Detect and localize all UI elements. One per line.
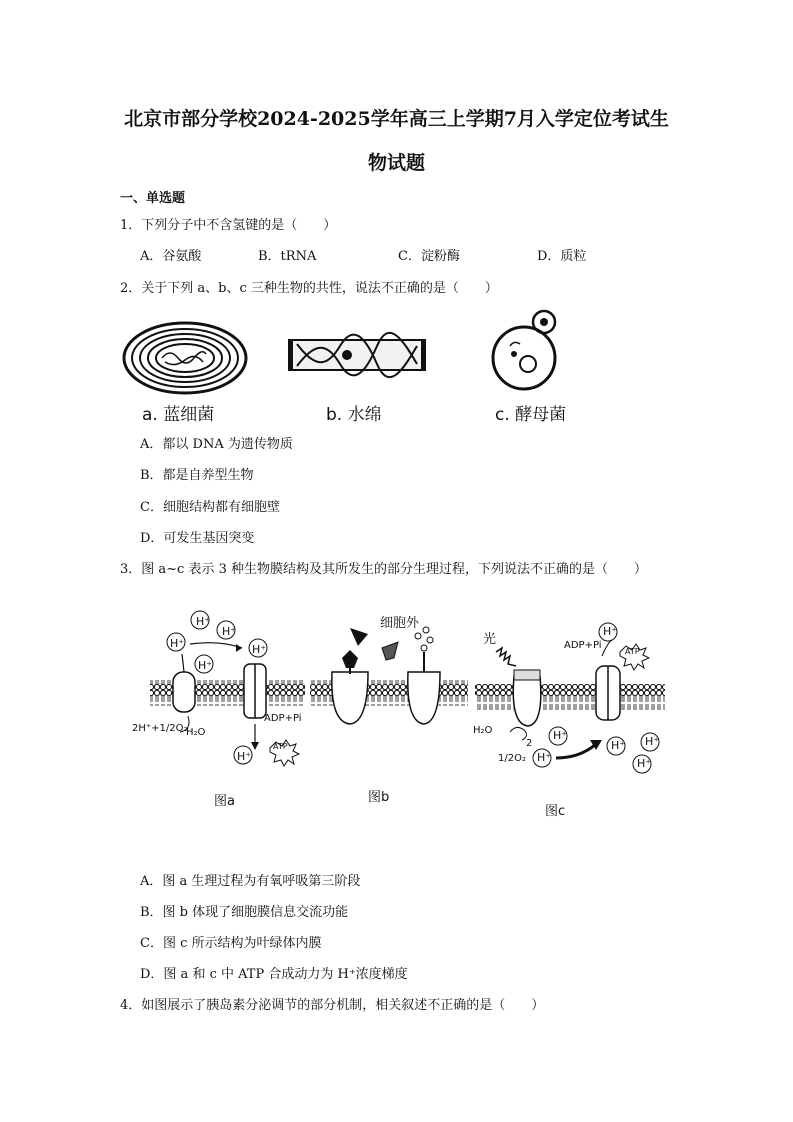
cyanobacteria-image	[120, 320, 250, 400]
fig-c-label-oxygen: 1/2O₂	[498, 753, 526, 764]
caption-c: c. 酵母菌	[495, 405, 567, 425]
page-title-line2: 物试题	[367, 152, 425, 174]
fig-c-light: 光	[483, 632, 497, 647]
fig-b-cell-outside: 细胞外	[380, 616, 420, 631]
fig-a-ion-3: H⁺	[170, 637, 185, 650]
fig-c-ion-6: H⁺	[637, 757, 652, 770]
q2-option-b: B．都是自养型生物	[140, 468, 254, 483]
fig-c-label-two: 2	[526, 738, 533, 749]
fig-c-ion-2: H⁺	[553, 729, 568, 742]
fig-a-ion-5: H⁺	[198, 659, 213, 672]
fig-a-label-atp: ATP	[273, 742, 288, 751]
question-4-stem: 4．如图展示了胰岛素分泌调节的部分机制，相关叙述不正确的是（ ）	[120, 998, 545, 1013]
fig-a-label-water: H₂O	[186, 727, 206, 738]
fig-c-ion-5: H⁺	[645, 735, 660, 748]
q1-option-c: C．淀粉酶	[398, 249, 460, 264]
figure-c-label: 图c	[545, 804, 566, 819]
fig-a-label-reactant: 2H⁺+1/2O₂	[132, 723, 188, 734]
question-2-stem: 2．关于下列 a、b、c 三种生物的共性，说法不正确的是（ ）	[120, 281, 498, 296]
caption-a: a. 蓝细菌	[142, 405, 215, 425]
spirogyra-image	[285, 338, 430, 374]
q2-option-c: C．细胞结构都有细胞壁	[140, 500, 280, 515]
q2-option-d: D．可发生基因突变	[140, 531, 255, 546]
fig-c-label-atp: ATP	[625, 647, 640, 656]
page-title-line1: 北京市部分学校2024-2025学年高三上学期7月入学定位考试生	[124, 108, 669, 130]
figure-a-label: 图a	[214, 794, 235, 809]
q1-option-d: D．质粒	[537, 249, 587, 264]
fig-c-label-adp: ADP+Pi	[564, 640, 602, 651]
membrane-figure-a	[130, 612, 305, 787]
question-3-stem: 3．图 a~c 表示 3 种生物膜结构及其所发生的部分生理过程，下列说法不正确的是（ ）	[120, 562, 647, 577]
fig-a-label-adp: ADP+Pi	[264, 713, 302, 724]
yeast-image	[490, 306, 570, 396]
q3-option-d: D．图 a 和 c 中 ATP 合成动力为 H⁺浓度梯度	[140, 967, 408, 982]
q3-option-a: A．图 a 生理过程为有氧呼吸第三阶段	[140, 874, 361, 889]
figure-b-label: 图b	[368, 790, 390, 805]
fig-c-label-water: H₂O	[473, 725, 493, 736]
fig-a-ion-6: H⁺	[237, 750, 252, 763]
membrane-figure-b	[310, 612, 470, 787]
fig-a-ion-1: H⁺	[196, 615, 211, 628]
q1-option-a: A．谷氨酸	[140, 249, 202, 264]
question-1-stem: 1．下列分子中不含氢键的是（ ）	[120, 218, 337, 233]
fig-c-ion-3: H⁺	[537, 751, 552, 764]
q1-option-b: B．tRNA	[258, 249, 317, 264]
fig-c-ion-1: H⁺	[603, 625, 618, 638]
q3-option-b: B．图 b 体现了细胞膜信息交流功能	[140, 905, 349, 920]
fig-c-ion-4: H⁺	[611, 739, 626, 752]
q2-option-a: A．都以 DNA 为遗传物质	[140, 437, 293, 452]
caption-b: b. 水绵	[326, 405, 382, 425]
fig-a-ion-4: H⁺	[252, 643, 267, 656]
section-heading: 一、单选题	[120, 191, 186, 206]
fig-a-ion-2: H⁺	[222, 625, 237, 638]
q3-option-c: C．图 c 所示结构为叶绿体内膜	[140, 936, 322, 951]
